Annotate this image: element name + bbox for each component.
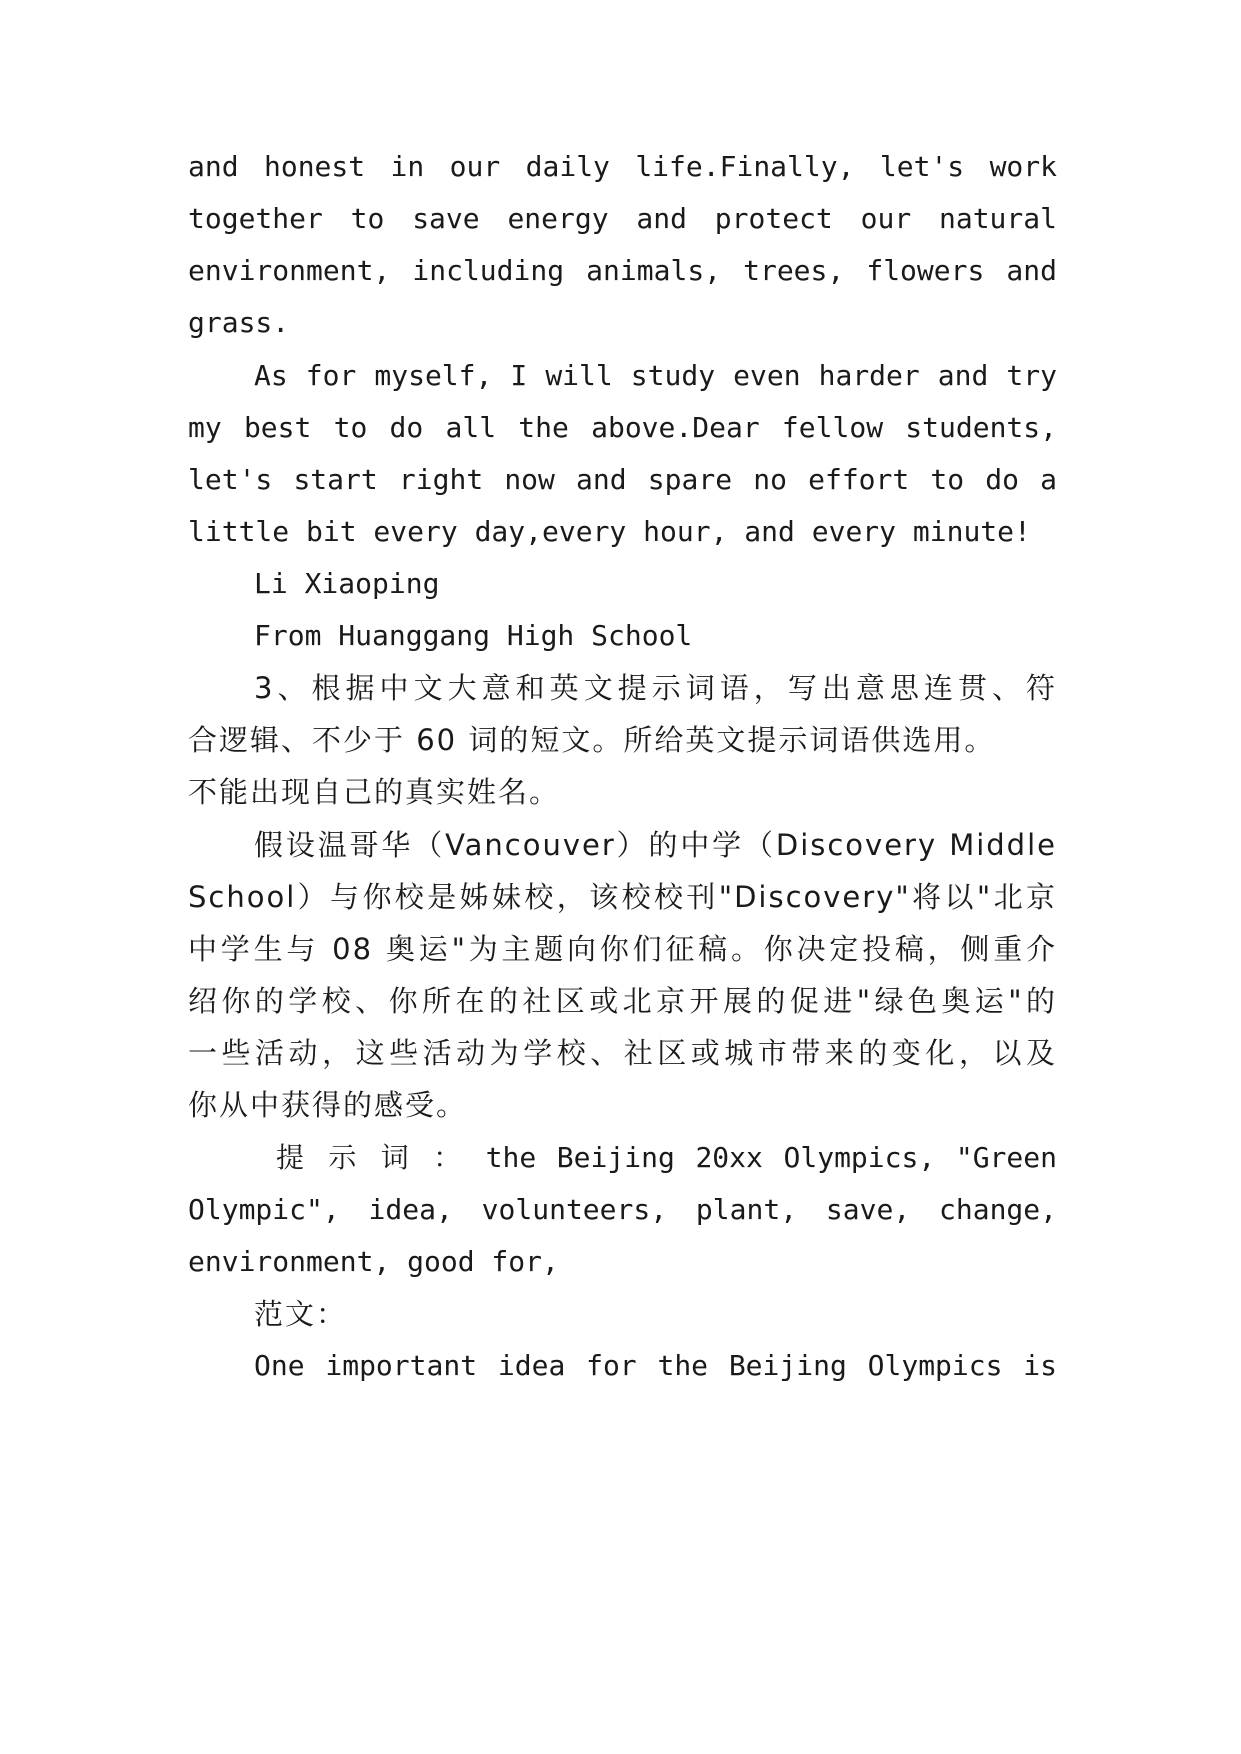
text-line-7: let's start right now and spare no effort to do a [188, 463, 1057, 496]
scenario-line-5: 一些活动，这些活动为学校、社区或城市带来的变化，以及 [188, 1036, 1057, 1070]
question-3-line-2: 合逻辑、不少于 60 词的短文。所给英文提示词语供选用。 [188, 723, 996, 757]
question-3-line-3: 不能出现自己的真实姓名。 [188, 775, 561, 809]
text-line-8: little bit every day,every hour, and every minute! [188, 515, 1031, 548]
sample-essay-line-1: One important idea for the Beijing Olympics is [254, 1349, 1057, 1382]
scenario-line-2: School）与你校是姊妹校，该校校刊"Discovery"将以"北京 [188, 880, 1057, 914]
sample-essay-label: 范文： [254, 1297, 348, 1331]
scenario-line-3: 中学生与 08 奥运"为主题向你们征稿。你决定投稿，侧重介 [188, 932, 1057, 966]
question-3-line-1: 3、根据中文大意和英文提示词语，写出意思连贯、符 [254, 671, 1057, 705]
text-line-6: my best to do all the above.Dear fellow students, [188, 411, 1057, 444]
text-line-1: and honest in our daily life.Finally, let's work [188, 150, 1057, 183]
text-line-2: together to save energy and protect our natural [188, 202, 1057, 235]
scenario-line-4: 绍你的学校、你所在的社区或北京开展的促进"绿色奥运"的 [188, 984, 1057, 1018]
scenario-line-6: 你从中获得的感受。 [188, 1088, 468, 1122]
text-line-4: grass. [188, 306, 290, 339]
scenario-line-1: 假设温哥华（Vancouver）的中学（Discovery Middle [254, 828, 1057, 862]
text-line-5: As for myself, I will study even harder and try [254, 359, 1057, 392]
hint-words-line-2: Olympic", idea, volunteers, plant, save, change, [188, 1193, 1057, 1226]
hint-words-line-1: 提 示 词 ： the Beijing 20xx Olympics, "Green [276, 1141, 1057, 1174]
signature-name: Li Xiaoping [254, 567, 440, 600]
text-line-3: environment, including animals, trees, flowers and [188, 254, 1057, 287]
hint-words-line-3: environment, good for, [188, 1245, 559, 1278]
signature-school: From Huanggang High School [254, 619, 693, 652]
